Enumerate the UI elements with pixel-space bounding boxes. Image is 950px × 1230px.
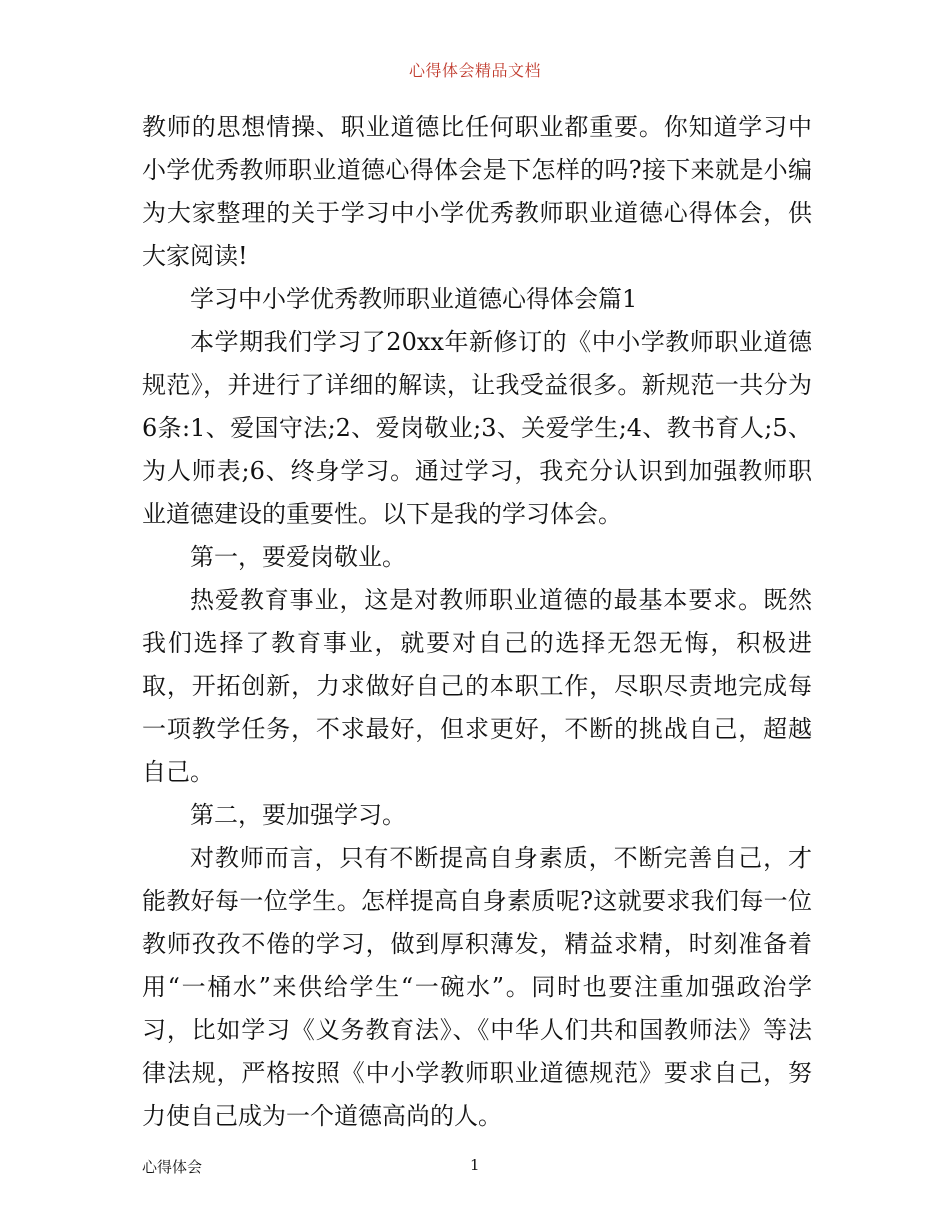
paragraph-body: 本学期我们学习了20xx年新修订的《中小学教师职业道德规范》，并进行了详细的解读，让我受益很多。新规范一共分为6条:1、爱国守法;2、爱岗敬业;3、关爱学生;4、教书育人;5、为人师表;6、终身学习。通过学习，我充分认识到加强教师职业道德建设的重要性。以下是我的学习体会。 xyxy=(142,328,812,528)
page-header-title: 心得体会精品文档 xyxy=(408,61,541,80)
paragraph-body: 对教师而言，只有不断提高自身素质，不断完善自己，才能教好每一位学生。怎样提高自身素质呢?这就要求我们每一位教师孜孜不倦的学习，做到厚积薄发，精益求精，时刻准备着用“一桶水”来供给学生“一碗水”。同时也要注重加强政治学习，比如学习《义务教育法》、《中华人们共和国教师法》等法律法规，严格按照《中小学教师职业道德规范》要求自己，努力使自己成为一个道德高尚的人。 xyxy=(142,844,812,1130)
point-heading-first: 第一，要爱岗敬业。 xyxy=(190,543,406,571)
page-footer-label: 心得体会 xyxy=(142,1158,203,1176)
paragraph-body: 热爱教育事业，这是对教师职业道德的最基本要求。既然我们选择了教育事业，就要对自己的选择无怨无悔，积极进取，开拓创新，力求做好自己的本职工作，尽职尽责地完成每一项教学任务，不求最好，但求更好，不断的挑战自己，超越自己。 xyxy=(142,586,812,786)
document-body xyxy=(142,106,812,1138)
point-heading-second: 第二，要加强学习。 xyxy=(190,801,406,829)
section-heading: 学习中小学优秀教师职业道德心得体会篇1 xyxy=(190,285,638,313)
paragraph-intro: 教师的思想情操、职业道德比任何职业都重要。你知道学习中小学优秀教师职业道德心得体会是下怎样的吗?接下来就是小编为大家整理的关于学习中小学优秀教师职业道德心得体会，供大家阅读! xyxy=(142,113,812,270)
page-number: 1 xyxy=(470,1156,480,1174)
